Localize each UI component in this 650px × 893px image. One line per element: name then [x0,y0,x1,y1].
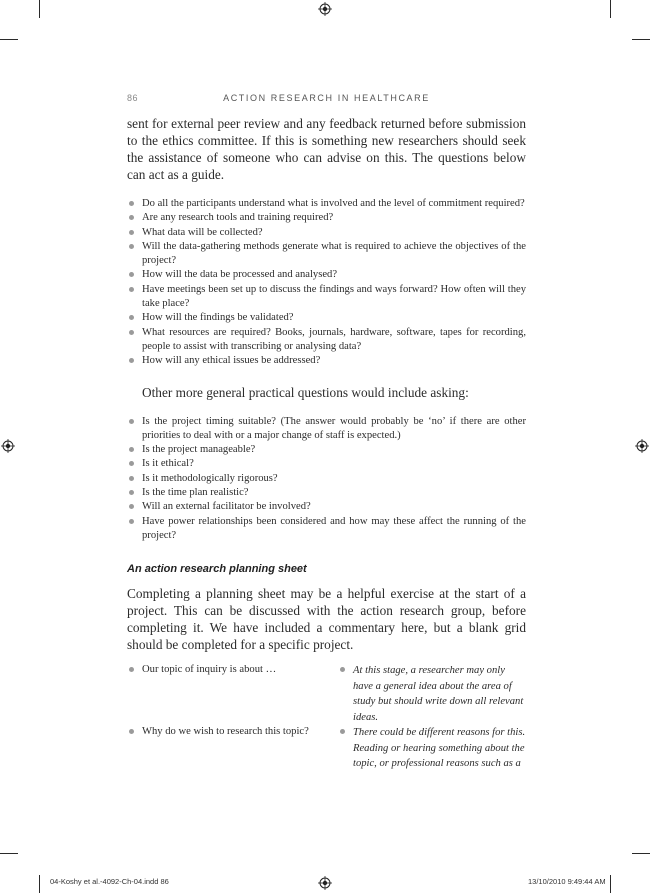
crop-mark [0,39,18,40]
planning-grid [127,663,526,772]
list-item: How will the findings be validated? [127,311,526,325]
running-head-title: ACTION RESEARCH IN HEALTHCARE [223,93,430,103]
list-item: Do all the participants understand what is involved and the level of commitment required? [127,197,526,211]
running-head [127,93,526,107]
crop-mark [39,0,40,18]
registration-mark-icon [1,439,15,453]
planning-commentary: At this stage, a researcher may only have a general idea about the area of study but should write down all relevant ideas. [338,663,526,725]
crop-mark [610,0,611,18]
planning-grid-row [127,725,526,772]
planning-paragraph: Completing a planning sheet may be a helpful exercise at the start of a project. This can be discussed with the action research group, before completing it. We have included a commentary here, but a blank grid should be completed for a specific project. [127,586,526,653]
registration-mark-icon [318,2,332,16]
registration-mark-icon [635,439,649,453]
crop-mark [632,853,650,854]
page-body [127,115,526,772]
planning-commentary: There could be different reasons for this. Reading or hearing something about the topic, or professional reasons such as a [338,725,526,772]
crop-mark [610,875,611,893]
practical-list [127,415,526,544]
list-item: Is the project timing suitable? (The answer would probably be ‘no’ if there are other priorities to deal with or a major change of staff is expected.) [127,415,526,444]
list-item: Is the project manageable? [127,443,526,457]
slug-file: 04-Koshy et al.-4092-Ch-04.indd 86 [50,877,169,886]
planning-prompt: Our topic of inquiry is about … [127,663,327,725]
list-item: Is it methodologically rigorous? [127,472,526,486]
intro-paragraph: sent for external peer review and any feedback returned before submission to the ethics committee. If this is something new researchers should seek the assistance of someone who can advise on this. The questions below can act as a guide. [127,116,526,182]
section-heading: An action research planning sheet [127,563,307,576]
crop-mark [0,853,18,854]
list-item: Will the data-gathering methods generate what is required to achieve the objectives of the project? [127,240,526,269]
list-item: Are any research tools and training required? [127,211,526,225]
slug-date: 13/10/2010 9:49:44 AM [528,877,606,886]
page-number: 86 [127,93,139,103]
registration-mark-icon [318,876,332,890]
planning-grid-row [127,663,526,725]
crop-mark [632,39,650,40]
crop-mark [39,875,40,893]
planning-prompt: Why do we wish to research this topic? [127,725,327,772]
list-item: Is it ethical? [127,457,526,471]
questions-list [127,197,526,369]
practical-intro: Other more general practical questions would include asking: [142,384,469,400]
list-item: Have power relationships been considered and how may these affect the running of the project? [127,515,526,544]
list-item: Is the time plan realistic? [127,486,526,500]
list-item: Have meetings been set up to discuss the findings and ways forward? How often will they take place? [127,283,526,312]
list-item: What data will be collected? [127,226,526,240]
list-item: What resources are required? Books, journals, hardware, software, tapes for recording, people to assist with transcribing or analysing data? [127,326,526,355]
list-item: Will an external facilitator be involved? [127,500,526,514]
list-item: How will the data be processed and analysed? [127,268,526,282]
list-item: How will any ethical issues be addressed? [127,354,526,368]
